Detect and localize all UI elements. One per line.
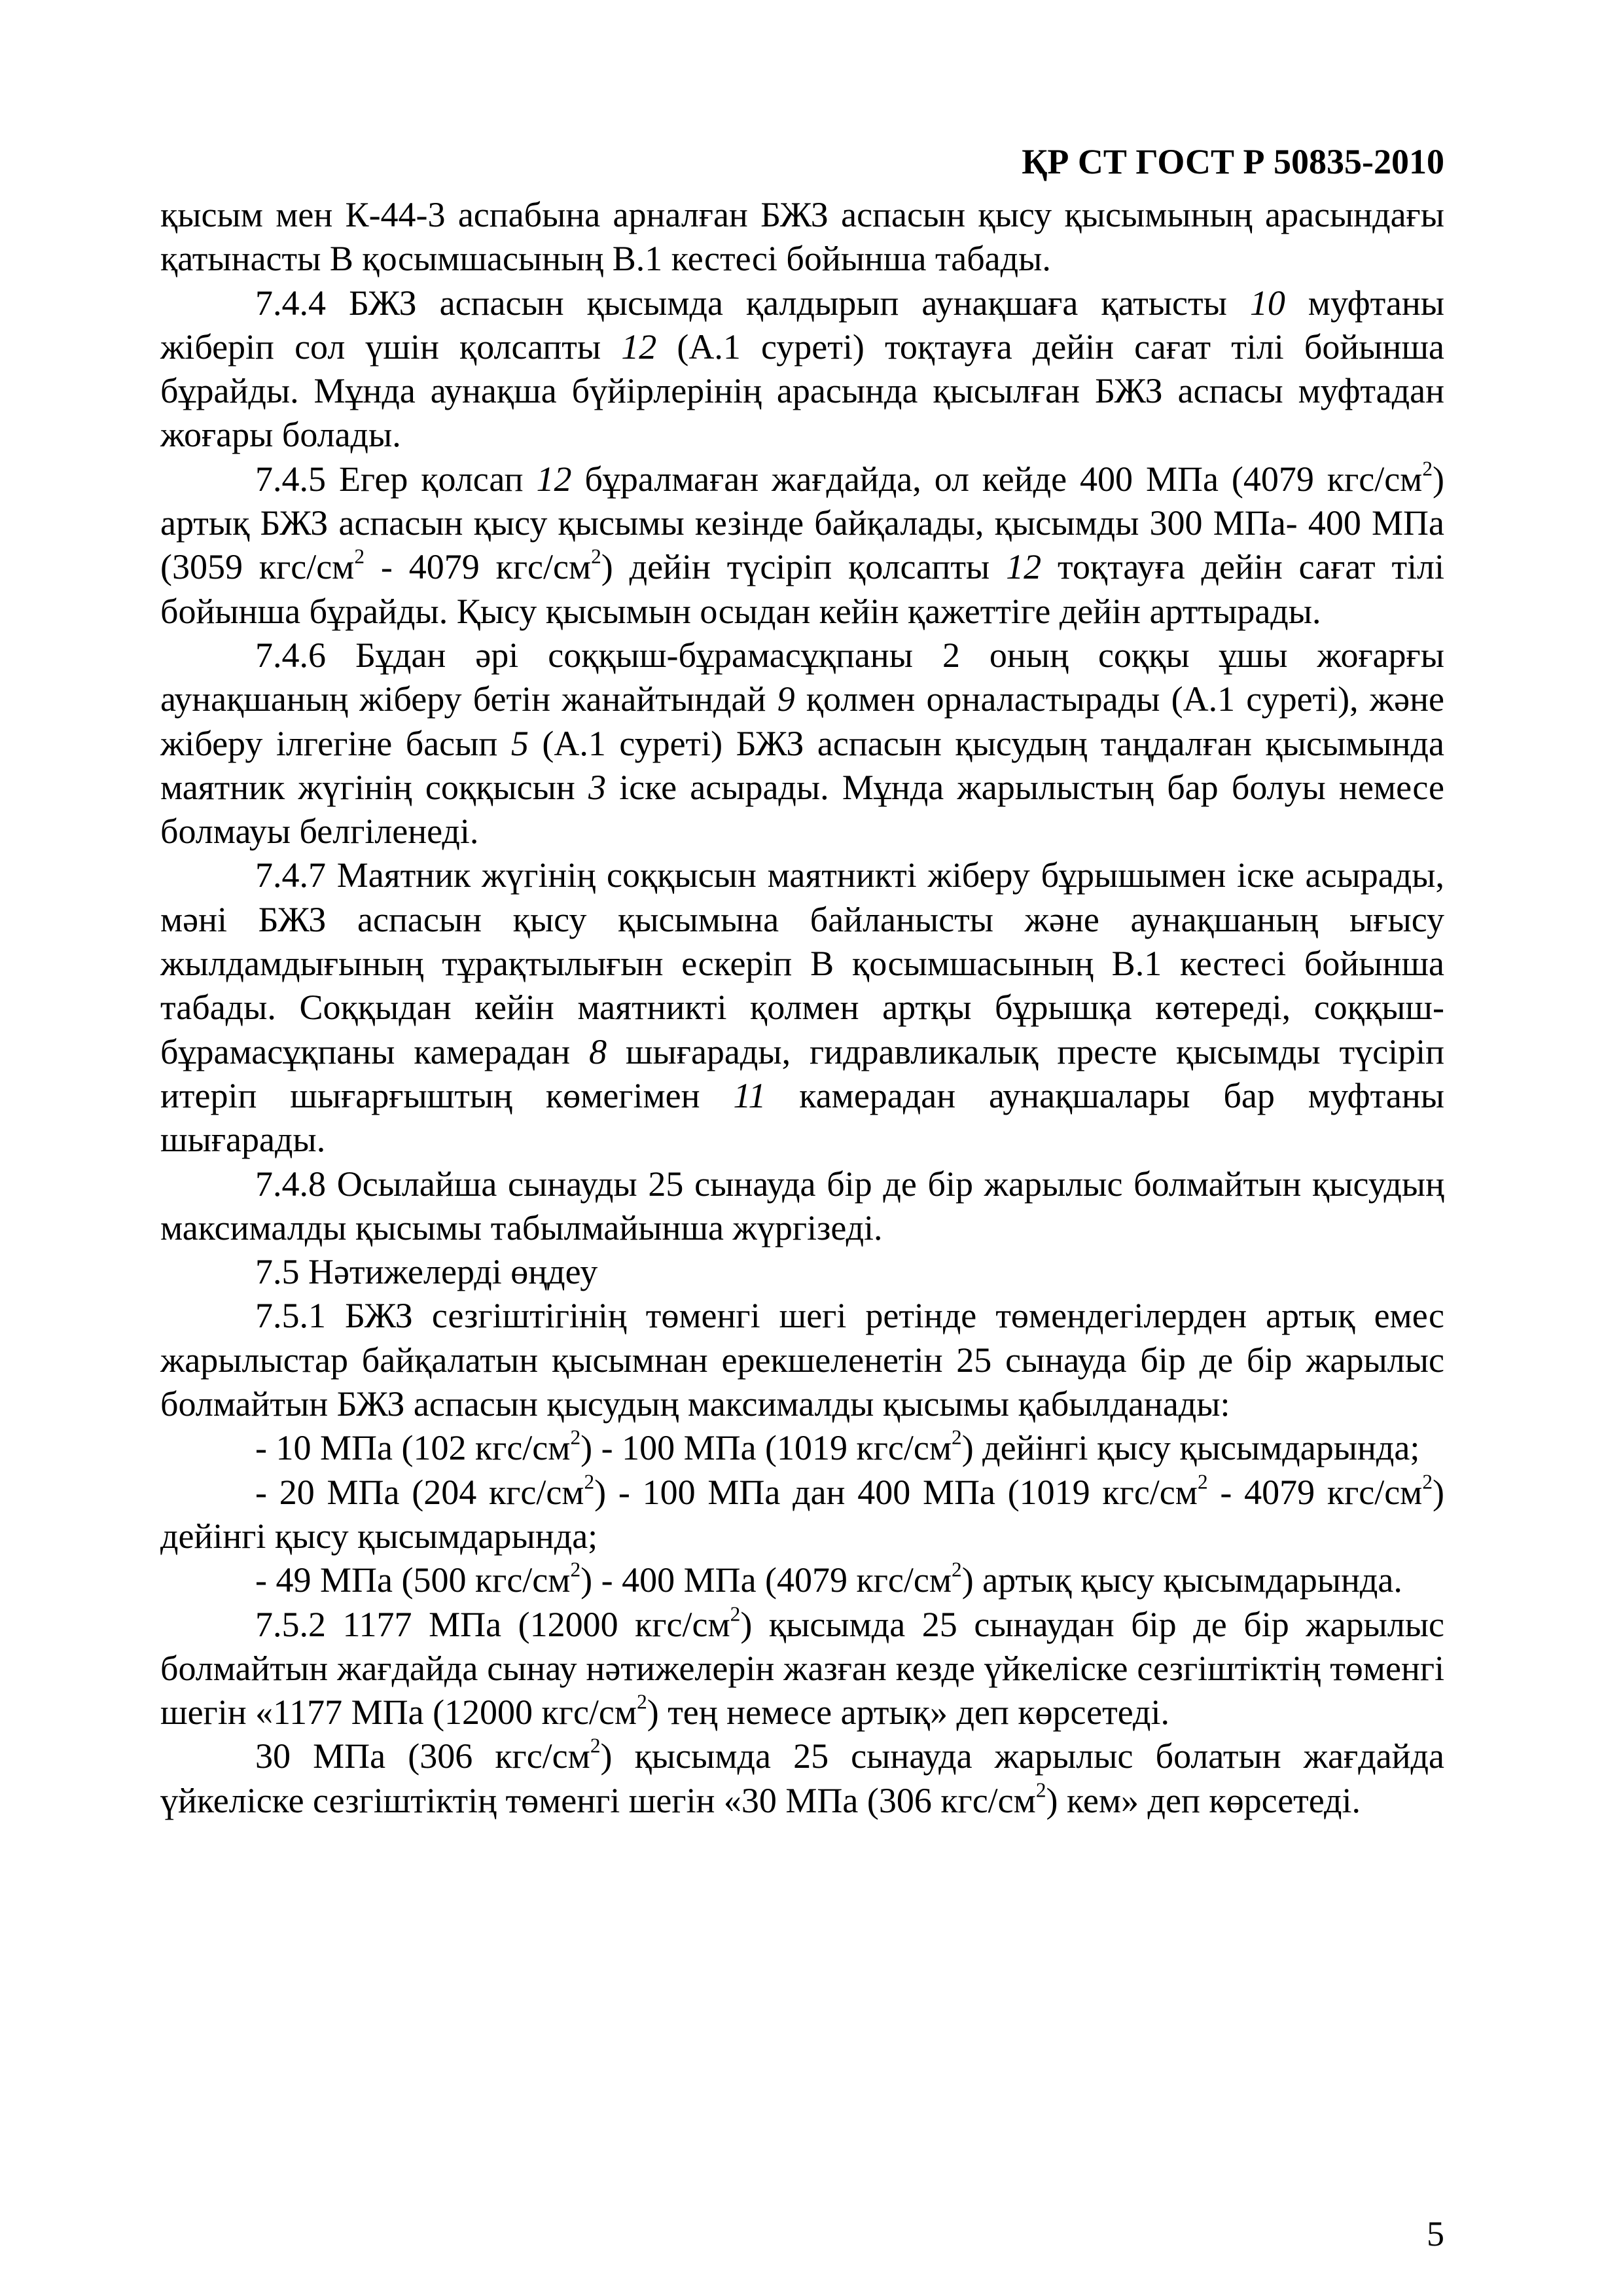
paragraph-continuation: қысым мен К-44-3 аспабына арналған БЖЗ аспасын қысу қысымының арасындағы қатынасты В қосымшасының В.1 кестесі бойынша табады. xyxy=(160,195,1444,279)
paragraph-7-4-4: 7.4.4 БЖЗ аспасын қысымда қалдырып аунақшаға қатысты 10 муфтаны жіберіп сол үшін қолсапты 12 (А.1 суреті) тоқтауға дейін сағат тілі бойынша бұрайды. Мұнда аунақша бүйірлерінің арасында қысылған БЖЗ аспасы муфтадан жоғары болады. xyxy=(160,283,1444,455)
paragraph-7-5-1: 7.5.1 БЖЗ сезгіштігінің төменгі шегі ретінде төмендегілерден артық емес жарылыстар байқалатын қысымнан ерекшеленетін 25 сынауда бір де бір жарылыс болмайтын БЖЗ аспасын қысудың максималды қысымы қабылданады: xyxy=(160,1296,1444,1424)
page-number: 5 xyxy=(1427,2214,1444,2253)
paragraph-7-4-8: 7.4.8 Осылайша сынауды 25 сынауда бір де бір жарылыс болмайтын қысудың максималды қысымы табылмайынша жүргізеді. xyxy=(160,1164,1444,1247)
paragraph-30-mpa: 30 МПа (306 кгс/$см^2$) қысымда 25 сынауда жарылыс болатын жағдайда үйкеліске сезгіштіктің төменгі шегін «30 МПа (306 кгс/$см^2$) кем» деп көрсетеді. xyxy=(160,1734,1444,1820)
paragraph-7-4-6: 7.4.6 Бұдан әрі соққыш-бұрамасұқпаны 2 оның соққы ұшы жоғарғы аунақшаның жіберу бетін жанайтындай 9 қолмен орналастырады (А.1 суреті), және жіберу ілгегіне басып 5 (А.1 суреті) БЖЗ аспасын қысудың таңдалған қысымында маятник жүгінің соққысын 3 іске асырады. Мұнда жарылыстың бар болуы немесе болмауы белгіленеді. xyxy=(160,635,1444,852)
paragraph-7-4-5: 7.4.5 Егер қолсап 12 бұралмаған жағдайда, ол кейде 400 МПа (4079 кгс/$см^2$) артық БЖЗ аспасын қысу қысымы кезінде байқалады, қысымды 300 МПа- 400 МПа (3059 кгс/$см^2 - 4079$ кгс/$см^2$) дейін түсіріп қолсапты 12 тоқтауға дейін сағат тілі бойынша бұрайды. Қысу қысымын осыдан кейін қажеттіге дейін арттырады. xyxy=(160,457,1444,631)
document-code-header: ҚР СТ ГОСТ Р 50835-2010 xyxy=(1022,142,1444,181)
paragraph-7-4-7: 7.4.7 Маятник жүгінің соққысын маятникті жіберу бұрышымен іске асырады, мәні БЖЗ аспасын қысу қысымына байланысты және аунақшаның ығысу жылдамдығының тұрақтылығын ескеріп В қосымшасының В.1 кестесі бойынша табады. Соққыдан кейін маятникті қолмен артқы бұрышқа көтереді, соққыш-бұрамасұқпаны камерадан 8 шығарады, гидравликалық престе қысымды түсіріп итеріп шығарғыштың көмегімен 11 камерадан аунақшалары бар муфтаны шығарады. xyxy=(160,855,1445,1160)
paragraph-7-5-2: 7.5.2 1177 МПа (12000 кгс/$см^2$) қысымда 25 сынаудан бір де бір жарылыс болмайтын жағдайда сынау нәтижелерін жазған кезде үйкеліске сезгіштіктің төменгі шегін «1177 МПа (12000 кгс/$см^2$) тең немесе артық» деп көрсетеді. xyxy=(160,1602,1445,1732)
list-item-2: - 20 МПа (204 кгс/$см^2) - 100$ МПа дан 400 МПа (1019 кгс/$см^2 - 4079$ кгс/$см^2$) дейінгі қысу қысымдарында; xyxy=(160,1470,1444,1556)
list-item-1: - 10 МПа (102 кгс/$см^2) - 100$ МПа (1019 кгс/$см^2$) дейінгі қысу қысымдарында; xyxy=(255,1426,1420,1468)
list-item-3: - 49 МПа (500 кгс/$см^2) - 400$ МПа (4079 кгс/$см^2$) артық қысу қысымдарында. xyxy=(255,1558,1402,1600)
section-heading-7-5: 7.5 Нәтижелерді өңдеу xyxy=(255,1252,598,1292)
document-body xyxy=(160,193,1444,1823)
